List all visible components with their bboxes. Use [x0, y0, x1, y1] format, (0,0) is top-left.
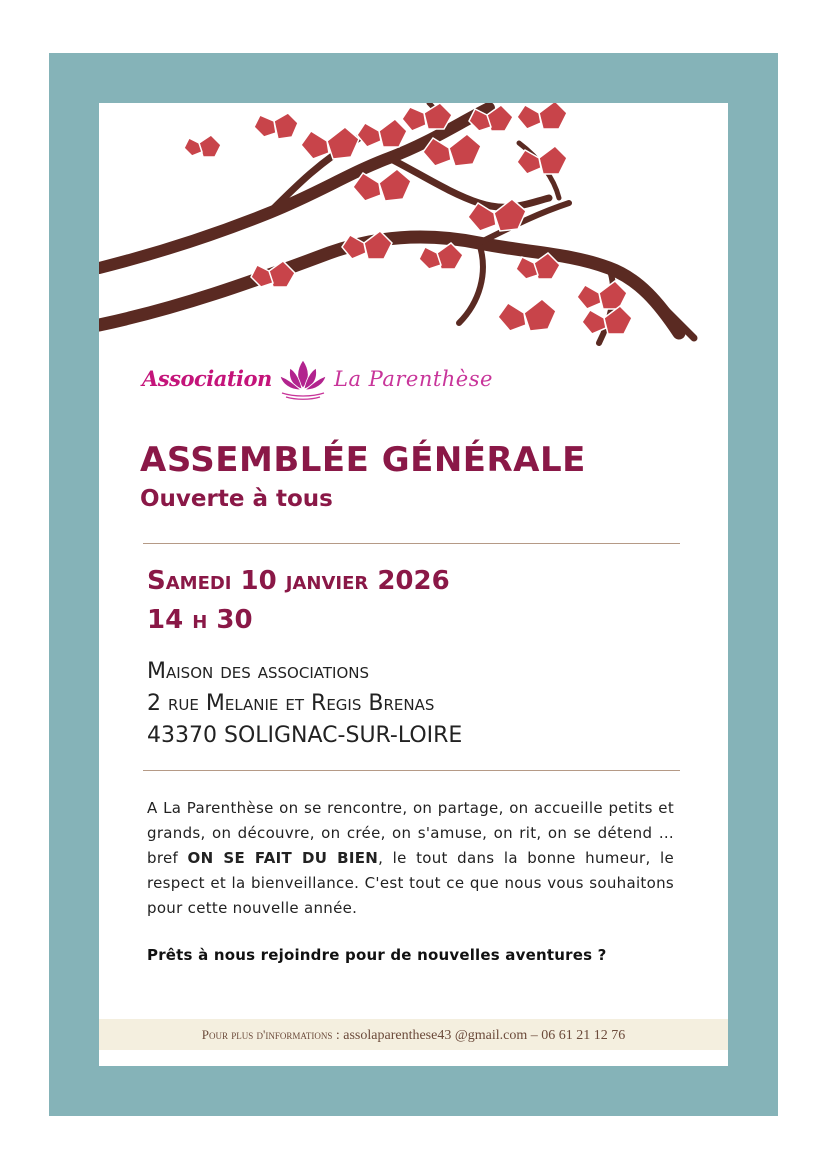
description-emphasis: ON SE FAIT DU BIEN [187, 849, 379, 867]
address-street: 2 rue Melanie et Regis Brenas [147, 691, 435, 716]
footer-phone[interactable]: 06 61 21 12 76 [541, 1028, 626, 1043]
page-subtitle: Ouverte à tous [140, 486, 333, 512]
page-title: ASSEMBLÉE GÉNÉRALE [140, 440, 586, 480]
association-logo [142, 356, 562, 400]
contact-footer [99, 1019, 728, 1050]
footer-dash: – [527, 1028, 542, 1043]
cherry-blossom-branch-illustration [99, 103, 728, 393]
description-text-2: , le tout dans la bonne humeur, le respect et la bienveillance. C'est tout ce que nous vous souhaitons pour cette nouvelle année. [147, 849, 675, 917]
address-venue: Maison des associations [147, 659, 369, 684]
lotus-icon [276, 356, 330, 400]
event-date: Samedi 10 janvier 2026 [147, 566, 450, 596]
footer-separator: : [332, 1028, 344, 1043]
footer-label: Pour plus d'informations [201, 1027, 333, 1042]
event-time: 14 h 30 [147, 605, 253, 635]
description-text-1: A La Parenthèse on se rencontre, on partage, on accueille petits et grands, on découvre, on crée, on s'amuse, on rit, on se détend … bref [147, 799, 674, 867]
divider-bottom [143, 770, 680, 771]
flyer-card [99, 103, 728, 1066]
footer-email[interactable]: assolaparenthese43 @gmail.com [343, 1028, 528, 1043]
divider-top [143, 543, 680, 544]
logo-word-association: Association [142, 366, 272, 391]
description-paragraph [147, 796, 674, 921]
logo-word-la-parenthese: La Parenthèse [334, 367, 493, 391]
closing-question: Prêts à nous rejoindre pour de nouvelles aventures ? [147, 946, 607, 964]
address-city: 43370 SOLIGNAC-SUR-LOIRE [147, 723, 463, 748]
